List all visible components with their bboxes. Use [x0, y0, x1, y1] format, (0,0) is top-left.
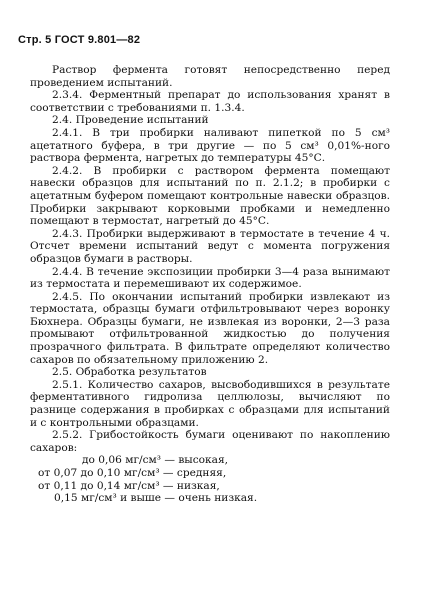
- paragraph-intro: Раствор фермента готовят непосредственно перед проведением испытаний.: [30, 64, 390, 89]
- paragraph-2-4-3: 2.4.3. Пробирки выдерживают в термостате в течение 4 ч. Отсчет времени испытаний ведут с момента погружения образцов бумаги в растворы.: [30, 227, 390, 265]
- grade-item-high: до 0,06 мг/см³ — высокая,: [82, 454, 229, 467]
- paragraph-2-5-2: 2.5.2. Грибостойкость бумаги оценивают по накоплению сахаров:: [30, 429, 390, 454]
- section-heading-2-4: 2.4. Проведение испытаний: [52, 114, 209, 127]
- paragraph-2-3-4: 2.3.4. Ферментный препарат до использования хранят в соответствии с требованиями п. 1.3.4.: [30, 89, 390, 114]
- grade-item-medium: от 0,07 до 0,10 мг/см³ — средняя,: [38, 467, 227, 479]
- document-body: [30, 64, 390, 505]
- paragraph-2-4-5: 2.4.5. По окончании испытаний пробирки извлекают из термостата, образцы бумаги отфильтровывают через воронку Бюхнера. Образцы бумаги, не извлекая из воронки, 2—3 раза промывают отфильтрованной жидкостью до получения прозрачного фильтрата. В фильтрате определяют количество сахаров по обязательному приложению 2.: [30, 290, 390, 366]
- paragraph-2-4-1: 2.4.1. В три пробирки наливают пипеткой по 5 см³ ацетатного буфера, в три другие — по 5 см³ 0,01%-ного раствора фермента, нагретых до температуры 45°С.: [30, 126, 390, 165]
- paragraph-2-4-4: 2.4.4. В течение экспозиции пробирки 3—4 раза вынимают из термостата и перемешивают их содержимое.: [30, 265, 390, 291]
- grade-item-low: от 0,11 до 0,14 мг/см³ — низкая,: [38, 479, 220, 492]
- grade-list: [30, 454, 390, 504]
- paragraph-2-4-2: 2.4.2. В пробирки с раствором фермента помещают навески образцов для испытаний по п. 2.1.2; в пробирки с ацетатным буфером помещают контрольные навески образцов. Пробирки закрывают корковыми пробками и немедленно помещают в термостат, нагретый до 45°С.: [30, 164, 390, 228]
- grade-item-very-low: 0,15 мг/см³ и выше — очень низкая.: [54, 492, 258, 505]
- paragraph-2-5-1: 2.5.1. Количество сахаров, высвободившихся в результате ферментативного гидролиза целлюлозы, вычисляют по разнице содержания в пробирках с образцами для испытаний и с контрольными образцами.: [30, 378, 390, 429]
- section-heading-2-5: 2.5. Обработка результатов: [52, 366, 207, 379]
- page-header: Стр. 5 ГОСТ 9.801—82: [18, 34, 141, 46]
